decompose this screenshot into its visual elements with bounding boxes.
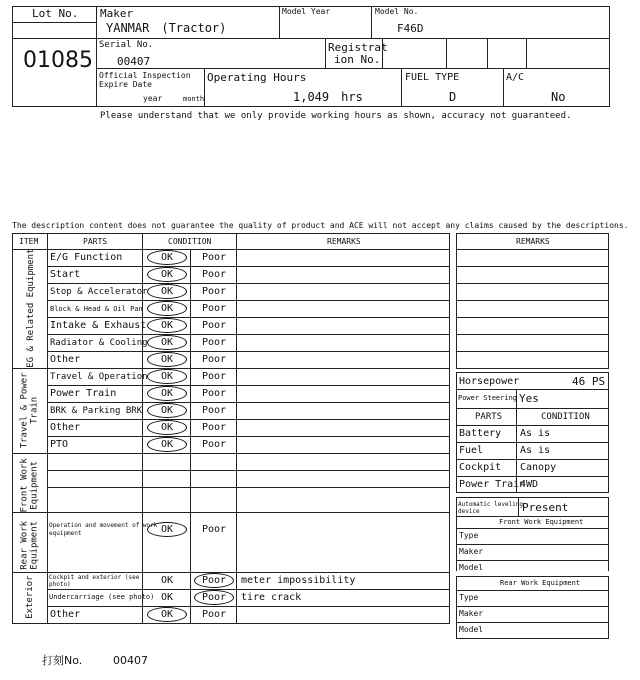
condition-ok-circled: OK bbox=[147, 352, 187, 367]
rear-model-label: Model bbox=[459, 625, 484, 634]
part-intake-exhaust: Intake & Exhaust bbox=[50, 320, 147, 331]
part-pto: PTO bbox=[50, 439, 69, 450]
part-stop-accelerator: Stop & Accelerator bbox=[50, 287, 148, 297]
front-work-title: Front Work Equipment bbox=[499, 518, 584, 526]
power-train-label: Power Train bbox=[459, 479, 526, 490]
model-no-value: F46D bbox=[397, 22, 424, 35]
horsepower-label: Horsepower bbox=[459, 376, 520, 387]
lot-number: 01085 bbox=[23, 48, 93, 73]
condition-poor: Poor bbox=[201, 354, 227, 365]
header-parts: PARTS bbox=[83, 237, 108, 246]
remark-tire: tire crack bbox=[241, 592, 302, 603]
part-undercarriage: Undercarriage (see photo) bbox=[49, 593, 155, 601]
part-power-train: Power Train bbox=[50, 388, 117, 399]
model-year-label: Model Year bbox=[282, 7, 331, 16]
rear-type-label: Type bbox=[459, 593, 479, 602]
hours-note: Please understand that we only provide working hours as shown, accuracy not guaranteed. bbox=[100, 111, 572, 121]
auto-leveling-label-1: Automatic leveling bbox=[458, 501, 524, 508]
condition-ok-circled: OK bbox=[147, 284, 187, 299]
section-front-work: Front Work Equipment bbox=[19, 458, 40, 513]
ac-label: A/C bbox=[506, 72, 525, 83]
condition-poor: Poor bbox=[201, 524, 227, 535]
condition-ok-circled: OK bbox=[147, 437, 187, 452]
section-rear-work: Rear Work Equipment bbox=[19, 520, 40, 570]
fuel-type-label: FUEL TYPE bbox=[405, 72, 460, 83]
section-exterior: Exterior bbox=[24, 575, 35, 619]
condition-poor: Poor bbox=[201, 269, 227, 280]
part-travel-other: Other bbox=[50, 422, 81, 433]
condition-ok: OK bbox=[160, 575, 174, 586]
maker-value: YANMAR (Tractor) bbox=[106, 21, 227, 35]
front-type-label: Type bbox=[459, 531, 479, 540]
remark-meter: meter impossibility bbox=[241, 575, 356, 586]
condition-poor-circled: Poor bbox=[194, 590, 234, 605]
fuel-value: As is bbox=[520, 445, 551, 456]
part-rear-operation-2: equipment bbox=[49, 530, 82, 537]
part-start: Start bbox=[50, 269, 81, 280]
condition-ok: OK bbox=[160, 592, 174, 603]
condition-ok-circled: OK bbox=[147, 301, 187, 316]
power-train-value: 4WD bbox=[520, 479, 539, 490]
part-radiator-cooling: Radiator & Cooling bbox=[50, 338, 148, 348]
condition-poor: Poor bbox=[201, 252, 227, 263]
right-condition-label: CONDITION bbox=[541, 412, 590, 422]
year-label: year bbox=[143, 94, 163, 103]
serial-label: Serial No. bbox=[99, 40, 154, 50]
power-steering-value: Yes bbox=[519, 392, 539, 405]
auto-leveling-label-2: device bbox=[458, 508, 480, 515]
condition-poor: Poor bbox=[201, 371, 227, 382]
rear-work-title: Rear Work Equipment bbox=[500, 579, 581, 587]
battery-value: As is bbox=[520, 428, 551, 439]
horsepower-value: 46 PS bbox=[572, 375, 606, 388]
ac-value: No bbox=[551, 90, 566, 104]
section-travel: Travel & Power Train bbox=[19, 372, 40, 449]
header-remarks: REMARKS bbox=[327, 237, 361, 246]
serial-value: 00407 bbox=[117, 55, 151, 68]
condition-ok-circled: OK bbox=[147, 335, 187, 350]
month-label: month bbox=[183, 95, 205, 103]
header-item: ITEM bbox=[19, 237, 39, 246]
operating-hours-value: 1,049 hrs bbox=[293, 90, 363, 104]
disclaimer: The description content does not guarantee the quality of product and ACE will not accept any claims caused by the descriptions. bbox=[12, 221, 629, 230]
part-cockpit-exterior-2: photo) bbox=[49, 581, 71, 588]
condition-ok-circled: OK bbox=[147, 369, 187, 384]
part-eg-other: Other bbox=[50, 354, 81, 365]
inspection-label-1: Official Inspection bbox=[99, 71, 191, 80]
section-eg: EG & Related Equipment bbox=[25, 248, 36, 368]
condition-ok-circled: OK bbox=[147, 386, 187, 401]
auto-leveling-value: Present bbox=[522, 501, 569, 514]
inspection-label-2: Expire Date bbox=[99, 80, 152, 89]
part-cockpit-exterior-1: Cockpit and exterior (see bbox=[49, 574, 140, 581]
part-exterior-other: Other bbox=[50, 609, 81, 620]
stamp-no-label: 打刻No. bbox=[42, 654, 83, 667]
fuel-type-value: D bbox=[449, 90, 457, 104]
part-travel-operation: Travel & Operation bbox=[50, 372, 148, 382]
condition-ok-circled: OK bbox=[147, 267, 187, 282]
condition-poor: Poor bbox=[201, 286, 227, 297]
condition-poor: Poor bbox=[201, 609, 227, 620]
condition-ok-circled: OK bbox=[147, 607, 187, 622]
condition-ok-circled: OK bbox=[147, 403, 187, 418]
right-header-remarks: REMARKS bbox=[516, 237, 550, 246]
condition-ok-circled: OK bbox=[147, 318, 187, 333]
lot-label: Lot No. bbox=[32, 7, 79, 20]
right-parts-label: PARTS bbox=[475, 412, 503, 422]
model-no-label: Model No. bbox=[375, 7, 419, 16]
rear-maker-label: Maker bbox=[459, 609, 484, 618]
battery-label: Battery bbox=[459, 428, 502, 439]
condition-poor-circled: Poor bbox=[194, 573, 234, 588]
condition-poor: Poor bbox=[201, 439, 227, 450]
condition-poor: Poor bbox=[201, 388, 227, 399]
registration-label-1: Registrat bbox=[328, 41, 388, 54]
condition-poor: Poor bbox=[201, 337, 227, 348]
power-steering-label: Power Steering bbox=[458, 394, 518, 402]
part-rear-operation-1: Operation and movement of work bbox=[49, 522, 158, 529]
cockpit-label: Cockpit bbox=[459, 462, 502, 473]
condition-poor: Poor bbox=[201, 320, 227, 331]
part-eg-function: E/G Function bbox=[50, 252, 123, 263]
condition-poor: Poor bbox=[201, 303, 227, 314]
condition-poor: Poor bbox=[201, 422, 227, 433]
condition-ok-circled: OK bbox=[147, 522, 187, 537]
fuel-label: Fuel bbox=[459, 445, 484, 456]
maker-label: Maker bbox=[100, 7, 134, 20]
registration-label-2: ion No. bbox=[334, 53, 381, 66]
part-brk-parking: BRK & Parking BRK bbox=[50, 406, 143, 416]
condition-poor: Poor bbox=[201, 405, 227, 416]
stamp-no-value: 00407 bbox=[113, 654, 148, 667]
part-block-head: Block & Head & Oil Pan bbox=[50, 305, 143, 313]
operating-hours-label: Operating Hours bbox=[207, 71, 307, 84]
cockpit-value: Canopy bbox=[520, 462, 557, 473]
condition-ok-circled: OK bbox=[147, 250, 187, 265]
header-condition: CONDITION bbox=[168, 237, 212, 246]
front-model-label: Model bbox=[459, 563, 484, 572]
condition-ok-circled: OK bbox=[147, 420, 187, 435]
front-maker-label: Maker bbox=[459, 547, 484, 556]
